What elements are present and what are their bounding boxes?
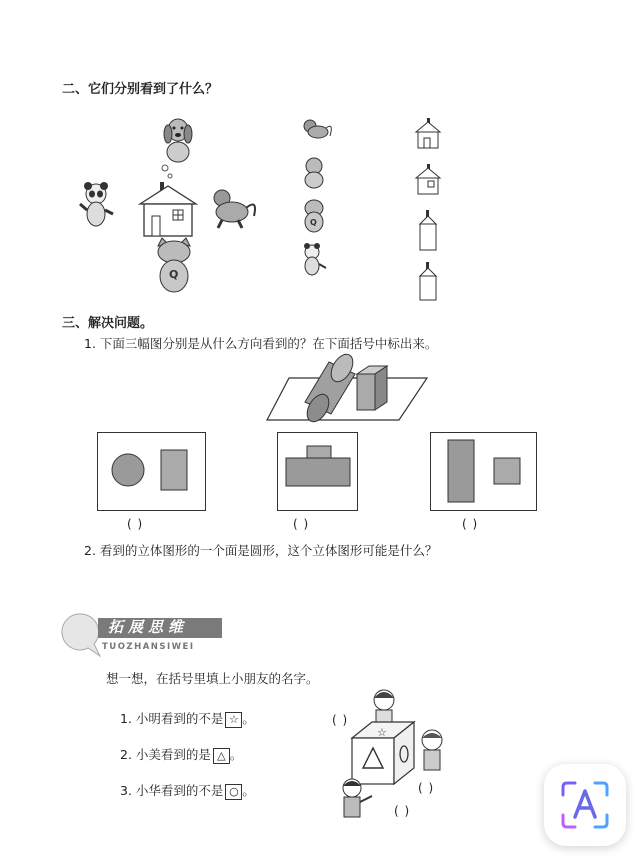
extension-item-1 (120, 709, 255, 728)
name-paren-top[interactable]: ( ) (332, 713, 349, 727)
item-1-text: 1. 小明看到的不是 (120, 711, 224, 726)
star-icon: ☆ (225, 712, 242, 728)
house-views-column (412, 118, 448, 298)
extension-item-3 (120, 781, 255, 800)
view-1 (97, 432, 207, 512)
girl-bottom-icon (343, 779, 372, 817)
scene-illustration (70, 110, 270, 300)
item-1-end: 。 (242, 711, 255, 726)
name-paren-right[interactable]: ( ) (418, 781, 435, 795)
animal-column (298, 118, 338, 288)
dog-icon (164, 119, 192, 162)
boy-right-icon (422, 730, 442, 770)
monkey-icon (214, 190, 255, 228)
item-3-text: 3. 小华看到的不是 (120, 783, 224, 798)
house-icon (140, 182, 196, 236)
answer-paren-3[interactable]: ( ) (462, 517, 479, 531)
answer-paren-1[interactable]: ( ) (127, 517, 144, 531)
solids-scene (265, 352, 435, 424)
item-2-text: 2. 小美看到的是 (120, 747, 211, 762)
house-side-view-icon (420, 210, 436, 250)
house-back-view-icon (416, 164, 440, 194)
section3-title: 三、解决问题。 (62, 316, 154, 331)
cuboid-icon (357, 366, 387, 410)
svg-text:Q: Q (169, 268, 179, 281)
girl-top-icon (374, 690, 394, 726)
name-paren-bottom[interactable]: ( ) (394, 804, 411, 818)
svg-text:Q: Q (310, 218, 317, 227)
app-scan-icon (559, 779, 611, 831)
extension-instruction: 想一想，在括号里填上小朋友的名字。 (106, 671, 319, 686)
cube-with-children (330, 688, 460, 820)
dog-icon (305, 158, 323, 188)
cube-icon (352, 722, 414, 784)
extension-item-2 (120, 745, 242, 764)
house-front-view-icon (416, 118, 440, 148)
triangle-icon: △ (213, 748, 230, 764)
item-2-end: 。 (229, 747, 243, 762)
item-3-end: 。 (242, 783, 255, 798)
scan-app-button[interactable] (544, 764, 626, 846)
cube-star-icon: ☆ (377, 726, 387, 739)
panda-icon (80, 182, 113, 226)
answer-paren-2[interactable]: ( ) (293, 517, 310, 531)
q-logo-icon (62, 614, 100, 656)
monkey-icon (304, 120, 331, 138)
extension-title: 拓展思维 (108, 618, 189, 636)
cat-icon (305, 200, 323, 232)
view-3 (430, 432, 538, 512)
question-1: 1. 下面三幅图分别是从什么方向看到的？在下面括号中标出来。 (84, 336, 438, 351)
circle-icon: ○ (225, 784, 242, 800)
question-2: 2. 看到的立体图形的一个面是圆形，这个立体图形可能是什么？ (84, 543, 438, 558)
view-2 (277, 432, 359, 512)
panda-icon (304, 243, 326, 275)
house-side-view-icon (420, 262, 436, 300)
extension-subtitle: TUOZHANSIWEI (102, 642, 195, 652)
cat-icon (158, 238, 190, 292)
section2-title: 二、它们分别看到了什么？ (62, 82, 219, 97)
